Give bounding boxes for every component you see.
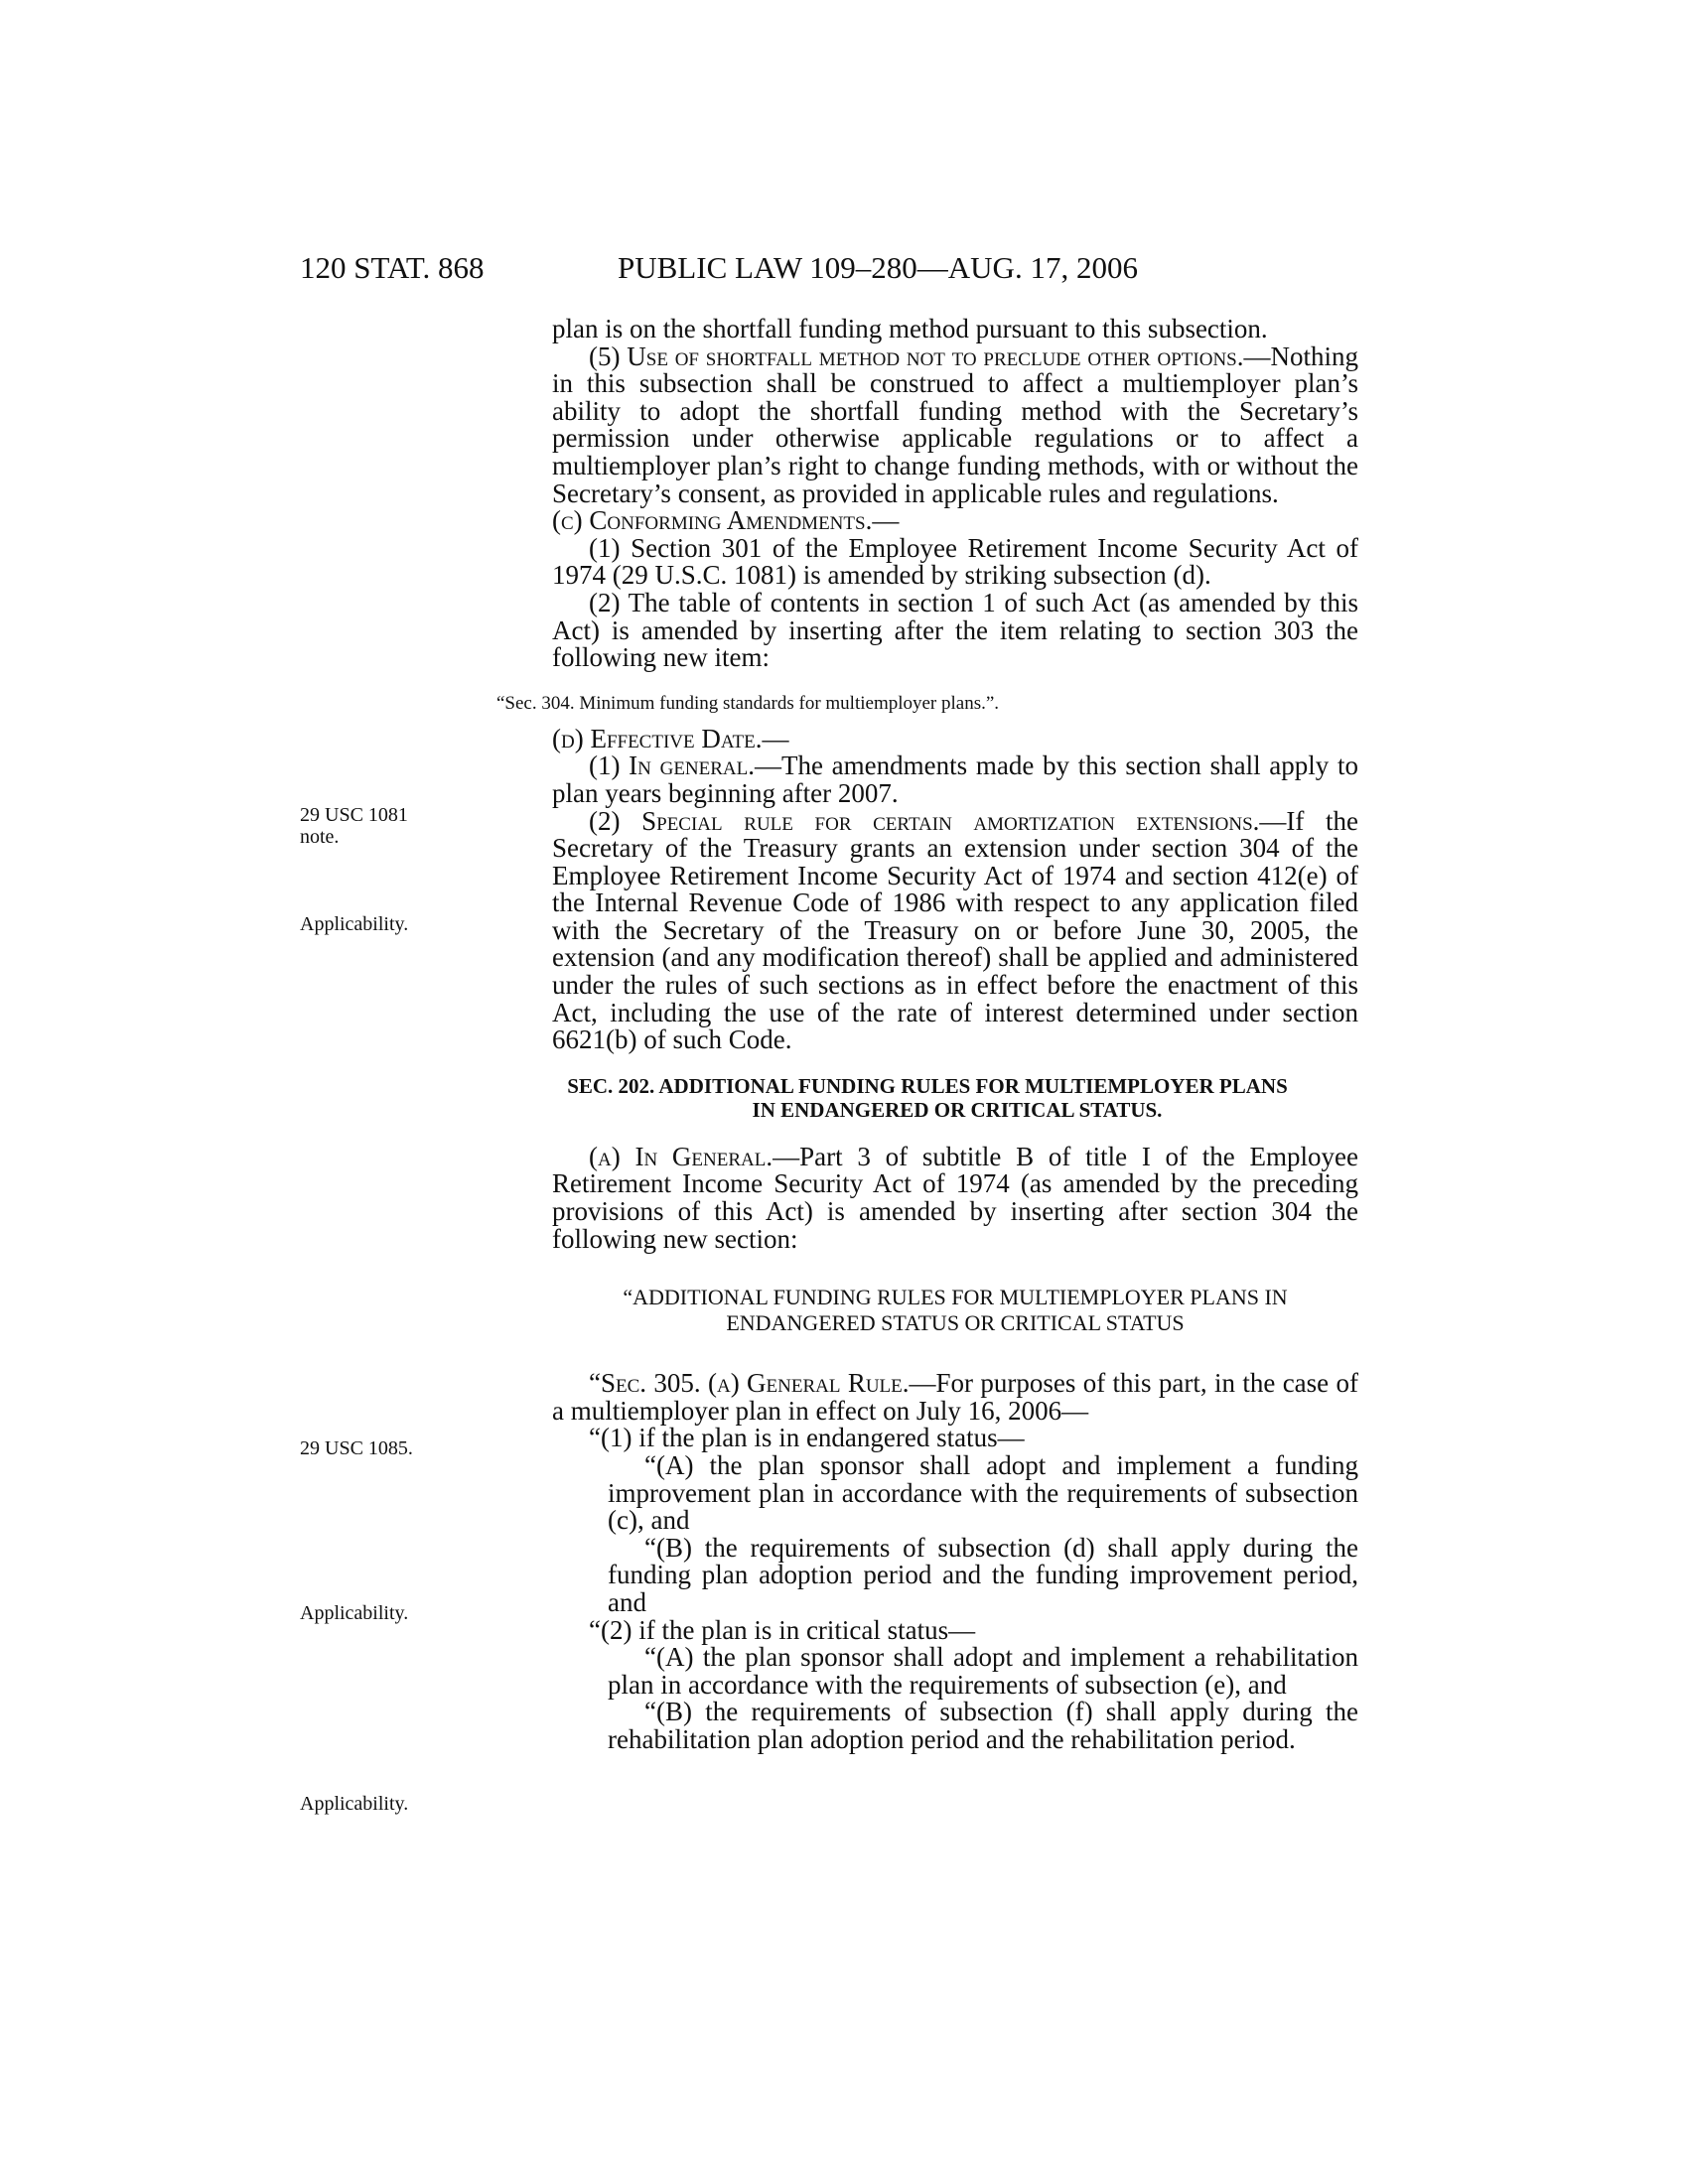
paragraph xyxy=(552,1141,1358,1254)
paragraph xyxy=(552,752,1358,807)
section-caption xyxy=(552,1285,1358,1336)
paragraph-text: —For purposes of this part, in the case of a multiemployer plan in effect on July 16, 2006— xyxy=(552,1368,1358,1426)
paragraph: plan is on the shortfall funding method pursuant to this subsection. xyxy=(552,314,1268,343)
margin-note-line: 29 USC 1081 xyxy=(300,804,408,826)
subparagraph-block xyxy=(608,1644,1358,1753)
paragraph: “(2) if the plan is in critical status— xyxy=(589,1614,976,1645)
paragraph-text: —Part 3 of subtitle B of title I of the Employee Retirement Income Security Act of 1974 (as amended by the preceding provisions of this Act) is amended by inserting after section 304 the following new section: xyxy=(552,1141,1358,1254)
section-heading-line: IN ENDANGERED OR CRITICAL STATUS. xyxy=(752,1097,1163,1122)
paragraph-heading: (c) Conforming Amendments. xyxy=(552,505,873,536)
margin-note-line: note. xyxy=(300,826,340,848)
paragraph-text: —If the Secretary of the Treasury grants an extension under section 304 of the Employee Retirement Income Security Act of 1974 and section 412(e) of the Internal Revenue Code of 1986 with respect to any application filed with the Secretary of the Treasury on or before June 30, 2005, the extension (and any modification thereof) shall be applied and administered under the rules of such sections as in effect before the enactment of this Act, including the use of the rate of interest determined under section 6621(b) of such Code. xyxy=(552,805,1358,1055)
paragraph xyxy=(552,507,1358,535)
paragraph-heading: (1) In general. xyxy=(589,751,755,781)
margin-note-applicability: Applicability. xyxy=(300,913,409,935)
page-body xyxy=(496,314,1358,1754)
paragraph xyxy=(552,805,1358,1055)
paragraph-heading: (a) In General. xyxy=(589,1141,774,1171)
stat-page-number: 120 STAT. 868 xyxy=(300,250,485,285)
paragraph-heading: (2) Special rule for certain amortization extensions. xyxy=(589,805,1260,836)
paragraph-text: — xyxy=(872,505,900,536)
margin-note-applicability: Applicability. xyxy=(300,1602,409,1624)
toc-item: “Sec. 304. Minimum funding standards for multiemployer plans.”. xyxy=(496,692,1000,714)
paragraph xyxy=(552,723,1358,753)
paragraph: “(B) the requirements of subsection (d) shall apply during the funding plan adoption period and the funding improvement period, and xyxy=(608,1532,1358,1617)
margin-note-applicability: Applicability. xyxy=(300,1793,409,1815)
paragraph-heading: (5) Use of shortfall method not to preclude other options. xyxy=(589,341,1244,371)
paragraph: (2) The table of contents in section 1 of such Act (as amended by this Act) is amended by inserting after the item relating to section 303 the following new item: xyxy=(552,587,1358,673)
paragraph: (1) Section 301 of the Employee Retirement Income Security Act of 1974 (29 U.S.C. 1081) is amended by striking subsection (d). xyxy=(552,532,1358,591)
paragraph-heading: “Sec. 305. (a) General Rule. xyxy=(589,1368,910,1399)
paragraph-heading: (d) Effective Date. xyxy=(552,723,763,753)
subparagraph-block xyxy=(608,1452,1358,1617)
paragraph-text: —Nothing in this subsection shall be construed to affect a multiemployer plan’s ability to adopt the shortfall funding method with the Secretary’s permission under otherwise applicable regulations or to affect a multiemployer plan’s right to change funding methods, with or without the Secretary’s consent, as provided in applicable rules and regulations. xyxy=(552,341,1358,508)
paragraph: “(1) if the plan is in endangered status— xyxy=(589,1423,1025,1453)
paragraph xyxy=(552,343,1358,508)
paragraph xyxy=(552,1370,1358,1425)
caption-line: “ADDITIONAL FUNDING RULES FOR MULTIEMPLOYER PLANS IN xyxy=(623,1285,1288,1310)
section-heading xyxy=(496,1074,1358,1122)
running-head: PUBLIC LAW 109–280—AUG. 17, 2006 xyxy=(618,250,1138,285)
section-heading-line: SEC. 202. ADDITIONAL FUNDING RULES FOR MULTIEMPLOYER PLANS xyxy=(567,1073,1288,1098)
caption-line: ENDANGERED STATUS OR CRITICAL STATUS xyxy=(726,1310,1185,1336)
margin-note-usc-1081 xyxy=(300,804,408,848)
margin-note-usc-1085: 29 USC 1085. xyxy=(300,1437,413,1459)
paragraph-text: — xyxy=(762,723,789,753)
paragraph: “(A) the plan sponsor shall adopt and implement a funding improvement plan in accordance with the requirements of subsection (c), and xyxy=(608,1450,1358,1536)
page-header xyxy=(0,250,1688,290)
paragraph: “(B) the requirements of subsection (f) shall apply during the rehabilitation plan adoption period and the rehabilitation period. xyxy=(608,1697,1358,1754)
paragraph-text: —The amendments made by this section shall apply to plan years beginning after 2007. xyxy=(552,751,1358,808)
paragraph: “(A) the plan sponsor shall adopt and implement a rehabilitation plan in accordance with the requirements of subsection (e), and xyxy=(608,1642,1358,1700)
